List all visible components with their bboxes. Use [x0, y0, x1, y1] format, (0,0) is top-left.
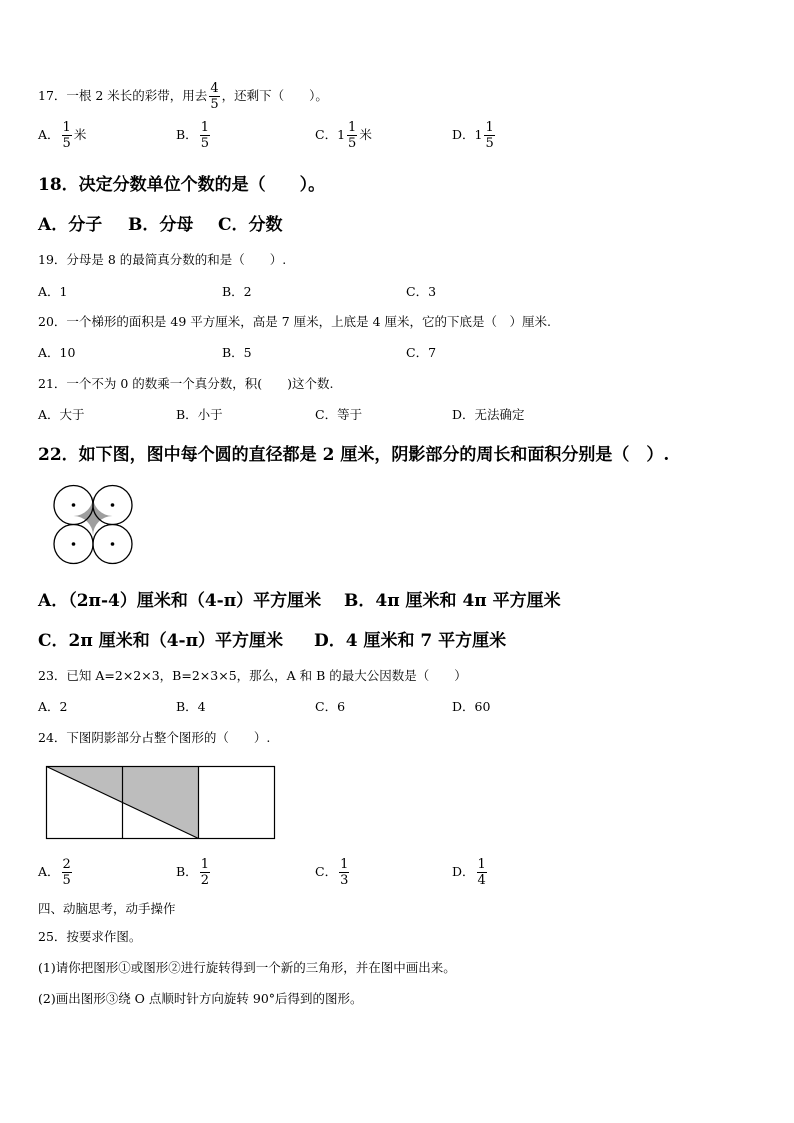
frac-num: 1	[485, 120, 494, 135]
frac-num: 1	[200, 857, 209, 872]
center-dot	[72, 503, 76, 507]
option-letter: C．	[315, 127, 338, 142]
q25-part-2: (2)画出图形③绕 O 点顺时针方向旋转 90°后得到的图形。	[38, 991, 363, 1006]
frac-den: 5	[62, 873, 71, 888]
option-letter: A．	[38, 127, 60, 142]
q18-option-c[interactable]: C．分数	[218, 215, 283, 235]
q17-stem-a: 17．一根 2 米长的彩带，用去	[38, 88, 208, 103]
q20-option-c[interactable]: C．7	[406, 345, 437, 360]
option-letter: A．	[38, 864, 60, 879]
q19-option-a[interactable]: A．1	[38, 284, 68, 299]
q20-option-a[interactable]: A．10	[38, 345, 76, 360]
q19-stem: 19．分母是 8 的最简真分数的和是（ ）.	[38, 252, 287, 267]
frac-num: 1	[200, 120, 209, 135]
frac-den: 3	[340, 873, 349, 888]
center-dot	[111, 503, 115, 507]
q17-option-a[interactable]	[38, 121, 86, 150]
q24-option-d[interactable]	[452, 858, 489, 887]
option-letter: B．	[176, 127, 198, 142]
q22-option-b[interactable]: B．4π 厘米和 4π 平方厘米	[344, 591, 561, 611]
frac-den: 2	[200, 873, 209, 888]
q17-frac-den: 5	[210, 97, 219, 112]
q17-stem	[38, 82, 328, 111]
q23-option-c[interactable]: C．6	[315, 699, 346, 714]
option-fraction	[200, 121, 210, 150]
option-fraction	[200, 858, 210, 887]
center-dot	[111, 542, 115, 546]
q23-option-b[interactable]: B．4	[176, 699, 206, 714]
option-letter: D．	[452, 127, 475, 142]
option-fraction	[339, 858, 349, 887]
q20-option-b[interactable]: B．5	[222, 345, 252, 360]
option-unit: 米	[359, 127, 372, 142]
option-letter: C．	[315, 864, 338, 879]
q21-option-c[interactable]: C．等于	[315, 407, 363, 422]
option-whole: 1	[474, 127, 483, 142]
q21-stem: 21．一个不为 0 的数乘一个真分数，积( )这个数.	[38, 376, 334, 391]
option-unit: 米	[73, 127, 87, 142]
frac-num: 1	[348, 120, 357, 135]
frac-den: 5	[62, 136, 71, 151]
q24-option-c[interactable]	[315, 858, 351, 887]
frac-num: 1	[340, 857, 349, 872]
option-fraction	[484, 121, 494, 150]
q20-stem: 20．一个梯形的面积是 49 平方厘米，高是 7 厘米，上底是 4 厘米，它的下底是（ ）厘米.	[38, 314, 552, 329]
q23-stem: 23．已知 A=2×2×3，B=2×3×5，那么，A 和 B 的最大公因数是（ ）	[38, 668, 467, 683]
option-fraction	[347, 121, 357, 150]
q21-option-d[interactable]: D．无法确定	[452, 407, 525, 422]
frac-num: 1	[62, 120, 71, 135]
frac-den: 5	[485, 136, 494, 151]
four-circles-figure	[52, 485, 134, 565]
q17-frac-num: 4	[210, 81, 219, 96]
q24-option-a[interactable]	[38, 858, 74, 887]
q19-option-c[interactable]: C．3	[406, 284, 437, 299]
rectangle-figure	[46, 766, 276, 840]
q24-option-b[interactable]	[176, 858, 212, 887]
q22-option-c[interactable]: C．2π 厘米和（4-π）平方厘米	[38, 631, 284, 651]
frac-num: 1	[477, 857, 486, 872]
option-letter: B．	[176, 864, 198, 879]
q22-option-d[interactable]: D．4 厘米和 7 平方厘米	[314, 631, 507, 651]
q25-part-1: (1)请你把图形①或图形②进行旋转得到一个新的三角形，并在图中画出来。	[38, 960, 456, 975]
option-fraction	[62, 121, 72, 150]
q19-option-b[interactable]: B．2	[222, 284, 252, 299]
frac-den: 5	[348, 136, 357, 151]
q21-option-b[interactable]: B．小于	[176, 407, 223, 422]
center-dot	[72, 542, 76, 546]
q18-stem: 18．决定分数单位个数的是（ ）。	[38, 175, 326, 195]
q22-option-a[interactable]: A．（2π-4）厘米和（4-π）平方厘米	[38, 591, 322, 611]
option-fraction	[477, 858, 487, 887]
frac-num: 2	[62, 857, 71, 872]
q17-option-d[interactable]	[452, 121, 497, 150]
q24-stem: 24．下图阴影部分占整个图形的（ ）.	[38, 730, 271, 745]
frac-den: 5	[200, 136, 209, 151]
q21-option-a[interactable]: A．大于	[38, 407, 85, 422]
q17-option-b[interactable]	[176, 121, 212, 150]
q17-stem-b: ，还剩下（ ）。	[221, 88, 328, 103]
option-letter: D．	[452, 864, 475, 879]
q23-option-a[interactable]: A．2	[38, 699, 68, 714]
q17-option-c[interactable]	[315, 121, 372, 150]
q25-stem: 25．按要求作图。	[38, 929, 142, 944]
section-heading: 四、动脑思考，动手操作	[38, 901, 176, 916]
option-whole: 1	[337, 127, 346, 142]
q18-option-a[interactable]: A．分子	[38, 215, 103, 235]
option-fraction	[62, 858, 72, 887]
q23-option-d[interactable]: D．60	[452, 699, 491, 714]
frac-den: 4	[477, 873, 486, 888]
q22-stem: 22．如下图，图中每个圆的直径都是 2 厘米，阴影部分的周长和面积分别是（ ）.	[38, 445, 670, 465]
q18-option-b[interactable]: B．分母	[128, 215, 194, 235]
q17-stem-fraction	[209, 82, 219, 111]
